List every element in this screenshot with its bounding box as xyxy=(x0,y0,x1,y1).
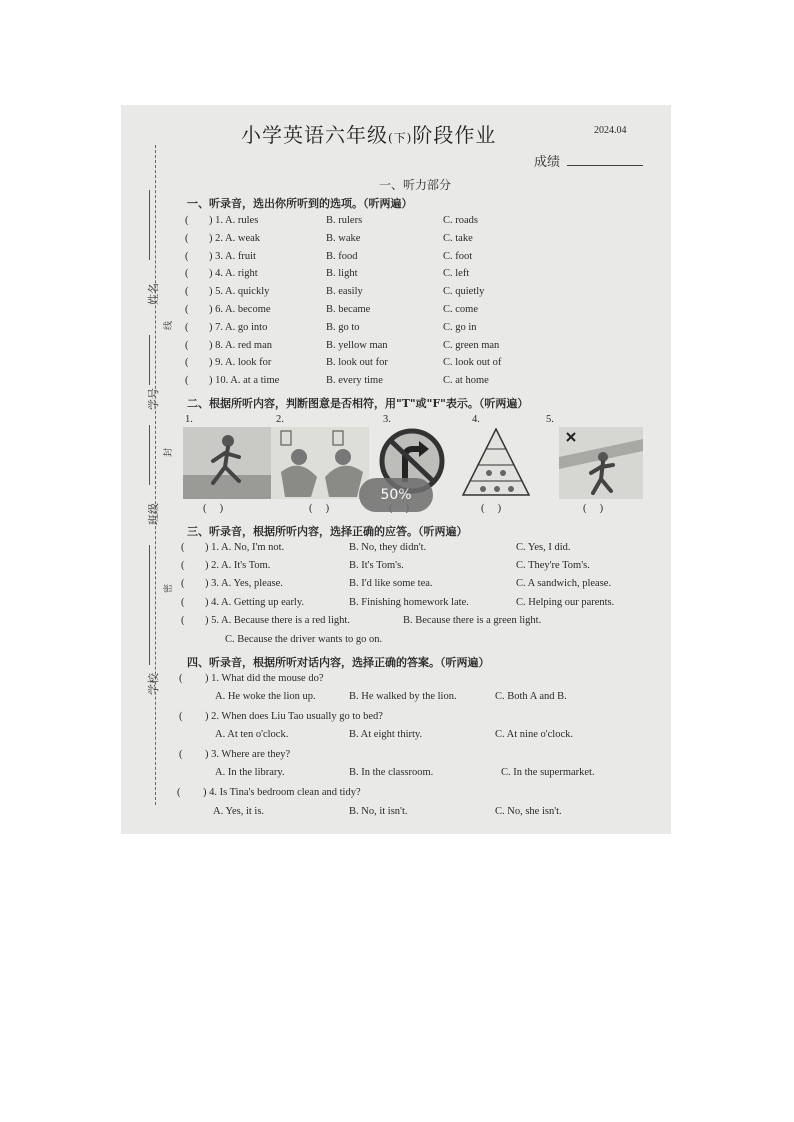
picture-food-pyramid xyxy=(461,427,531,499)
part3-option-a-2: ) 2. A. It's Tom. xyxy=(205,560,271,572)
title-paren: (下) xyxy=(388,131,413,145)
pic-num-1: 1. xyxy=(185,414,193,425)
part3-option-a-1: ) 1. A. No, I'm not. xyxy=(205,542,285,553)
part1-option-b-8: B. yellow man xyxy=(326,339,388,351)
part1-paren-5: ( xyxy=(185,286,189,298)
part1-option-a-7: ) 7. A. go into xyxy=(209,321,268,333)
answer-paren-pic5: ( ) xyxy=(583,503,604,514)
part4-q1-a: A. He woke the lion up. xyxy=(215,691,316,702)
pic-num-5: 5. xyxy=(546,414,554,425)
part4-q2: ) 2. When does Liu Tao usually go to bed? xyxy=(205,711,383,722)
part3-option-a-4: ) 4. A. Getting up early. xyxy=(205,596,305,608)
part3-option-c-3: C. A sandwich, please. xyxy=(516,578,612,590)
part1-paren-7: ( xyxy=(185,321,189,333)
part1-option-b-6: B. became xyxy=(326,304,371,315)
part3-option-b-4: B. Finishing homework late. xyxy=(349,596,469,608)
binding-class-label: 班级 xyxy=(147,503,160,525)
part1-paren-4: ( xyxy=(185,268,189,280)
part4-q2-c: C. At nine o'clock. xyxy=(495,729,574,740)
part4-q3-a: A. In the library. xyxy=(215,767,285,778)
part3-heading: 三、听录音，根据所听内容，选择正确的应答。（听两遍） xyxy=(187,525,468,538)
answer-paren-pic4: ( ) xyxy=(481,503,502,514)
school-line xyxy=(149,545,150,665)
part4-q2-a: A. At ten o'clock. xyxy=(215,729,289,740)
part1-option-a-4: ) 4. A. right xyxy=(209,268,258,280)
part3-paren-4: ( xyxy=(181,596,185,608)
part1-option-c-6: C. come xyxy=(443,304,478,315)
part4-q3: ) 3. Where are they? xyxy=(205,749,291,760)
binding-mark-feng: 封 xyxy=(164,447,174,457)
part3-option-b-2: B. It's Tom's. xyxy=(349,560,404,572)
part1-option-b-5: B. easily xyxy=(326,286,363,298)
part1-option-a-6: ) 6. A. become xyxy=(209,304,271,315)
part1-option-c-10: C. at home xyxy=(443,375,489,387)
part4-q3-c: C. In the supermarket. xyxy=(501,767,595,778)
part3-paren-2: ( xyxy=(181,560,185,572)
part1-option-a-5: ) 5. A. quickly xyxy=(209,286,270,298)
part1-paren-6: ( xyxy=(185,304,189,315)
picture-runner xyxy=(183,427,271,499)
part3-option-a-3: ) 3. A. Yes, please. xyxy=(205,578,283,590)
part1-option-b-3: B. food xyxy=(326,250,358,262)
score-label: 成绩 xyxy=(534,155,561,170)
part4-q1: ) 1. What did the mouse do? xyxy=(205,673,324,684)
part3-option-c-2: C. They're Tom's. xyxy=(516,560,590,572)
part2-heading: 二、根据所听内容，判断图意是否相符，用"T"或"F"表示。（听两遍） xyxy=(187,397,529,410)
part1-option-b-9: B. look out for xyxy=(326,357,388,369)
part1-option-b-10: B. every time xyxy=(326,375,383,387)
page-title xyxy=(241,119,496,148)
answer-paren-pic1: ( ) xyxy=(203,503,224,514)
exam-paper-photo: 姓名 学号 班级 学校 线 封 密 小学英语六年级(下)阶段作业 2024.04 成绩 一、听力部分 一、听录音，选出你所听到的选项。（听两遍） 二、根据所听内容，判断图意是否相符，用"T"或"F"表示。（听两遍） 1. 2. 3. 4. 5. ( ) ( ) ( ) ( ) 50% 三、听录音，根据所听内容，选择正确的应答。（听两遍） ( ) 5. A. Because there is a red light. B. Because there is a green light. C. Because the driver wants to go on. 四、听录音，根据所听对话内容，选择正确的答案。（听两遍） ( ) 1. What did the mouse do? A. He woke the lion up. B. He walked by the lion. C. Both A and B. ( ) 2. When does Liu Tao usually go to bed? A. At ten o'clock. B. At eight thirty. C. At nine o'clock. ( ) 3. Where are they? A. In the library. B. In the classroom. C. In the supermarket. ( ) 4. Is Tina's bedroom clean and tidy? A. Yes, it is. B. No, it isn't. C. No, she isn't. ( ) 1. A. rules B. rulers C. roads ( ) 2. A. weak B. wake C. take ( ) 3. A. fruit B. food C. foot ( ) 4. A. right B. light C. left ( ) 5. A. quickly B. easily C. quietly ( ) 6. A. become B. became C. come ( ) 7. A. go into B. go to C. go in ( ) 8. A. red man B. yellow man C. green man ( ) 9. A. look for B. look out for C. look out of ( ) 10. A. at a time B. every time C. at home ( ) 1. A. No, I'm not. B. No, they didn't. C. Yes, I did. ( ) 2. A. It's Tom. B. It's Tom's. C. They're Tom's. ( ) 3. A. Yes, please. B. I'd like some tea. C. A sandwich, please. ( ) 4. A. Getting up early. B. Finishing homework late. C. Helping our parents. xyxy=(121,105,671,834)
part1-option-c-1: C. roads xyxy=(443,215,478,226)
pic-num-4: 4. xyxy=(472,414,480,425)
pic-num-3: 3. xyxy=(383,414,391,425)
picture-classroom xyxy=(271,427,369,499)
part1-option-a-10: ) 10. A. at a time xyxy=(209,375,280,387)
part4-heading: 四、听录音，根据所听对话内容，选择正确的答案。（听两遍） xyxy=(187,656,490,669)
part3-paren-1: ( xyxy=(181,542,185,553)
part1-option-b-1: B. rulers xyxy=(326,215,363,226)
part3-option-c-4: C. Helping our parents. xyxy=(516,596,615,608)
part1-paren-8: ( xyxy=(185,339,189,351)
part3-q5-a: ) 5. A. Because there is a red light. xyxy=(205,615,350,626)
part1-option-a-9: ) 9. A. look for xyxy=(209,357,272,369)
part1-option-c-2: C. take xyxy=(443,232,473,244)
pic-num-2: 2. xyxy=(276,414,284,425)
part1-option-a-2: ) 2. A. weak xyxy=(209,232,261,244)
answer-paren-pic2: ( ) xyxy=(309,503,330,514)
part1-option-b-4: B. light xyxy=(326,268,358,280)
part4-q1-b: B. He walked by the lion. xyxy=(349,691,457,702)
name-line xyxy=(149,190,150,260)
part1-option-b-7: B. go to xyxy=(326,321,360,333)
part1-option-c-9: C. look out of xyxy=(443,357,502,369)
part1-option-a-1: ) 1. A. rules xyxy=(209,215,259,226)
part3-q5-b: B. Because there is a green light. xyxy=(403,615,542,626)
part4-q2-b: B. At eight thirty. xyxy=(349,729,423,740)
part1-heading: 一、听录音，选出你所听到的选项。（听两遍） xyxy=(187,197,413,210)
part1-paren-1: ( xyxy=(185,215,189,226)
binding-name-label: 姓名 xyxy=(147,283,160,305)
part3-option-b-1: B. No, they didn't. xyxy=(349,542,427,553)
part1-paren-10: ( xyxy=(185,375,189,387)
part4-q4: ) 4. Is Tina's bedroom clean and tidy? xyxy=(203,787,361,798)
number-line xyxy=(149,335,150,385)
binding-mark-mi: 密 xyxy=(164,583,174,593)
binding-number-label: 学号 xyxy=(147,388,160,410)
part4-q4-c: C. No, she isn't. xyxy=(495,806,562,817)
part1-paren-3: ( xyxy=(185,250,189,262)
picture-climbing-wall xyxy=(559,427,643,499)
part1-option-a-8: ) 8. A. red man xyxy=(209,339,272,351)
zoom-indicator: 50% xyxy=(359,478,433,512)
part4-q1-c: C. Both A and B. xyxy=(495,691,567,702)
part1-option-c-5: C. quietly xyxy=(443,286,485,298)
score-blank xyxy=(567,165,643,166)
part1-paren-9: ( xyxy=(185,357,189,369)
part1-option-c-8: C. green man xyxy=(443,339,500,351)
part1-paren-2: ( xyxy=(185,232,189,244)
part3-option-c-1: C. Yes, I did. xyxy=(516,542,571,553)
section-title: 一、听力部分 xyxy=(379,178,452,192)
part3-option-b-3: B. I'd like some tea. xyxy=(349,578,433,590)
binding-dashed-line xyxy=(155,145,156,805)
title-end: 阶段作业 xyxy=(412,123,497,147)
part3-q5-c: C. Because the driver wants to go on. xyxy=(225,634,383,645)
class-line xyxy=(149,425,150,485)
part4-q4-a: A. Yes, it is. xyxy=(213,806,265,817)
part1-option-c-3: C. foot xyxy=(443,250,473,262)
part1-option-c-4: C. left xyxy=(443,268,470,280)
binding-school-label: 学校 xyxy=(147,673,160,695)
part4-q3-b: B. In the classroom. xyxy=(349,767,434,778)
part1-option-a-3: ) 3. A. fruit xyxy=(209,250,256,262)
part1-option-b-2: B. wake xyxy=(326,232,361,244)
exam-date: 2024.04 xyxy=(594,125,627,136)
title-main: 小学英语六年级 xyxy=(241,123,388,147)
part3-q5-paren: ( xyxy=(181,615,185,626)
binding-mark-xian: 线 xyxy=(164,320,174,330)
part4-q4-b: B. No, it isn't. xyxy=(349,806,408,817)
part3-paren-3: ( xyxy=(181,578,185,590)
part1-option-c-7: C. go in xyxy=(443,321,477,333)
